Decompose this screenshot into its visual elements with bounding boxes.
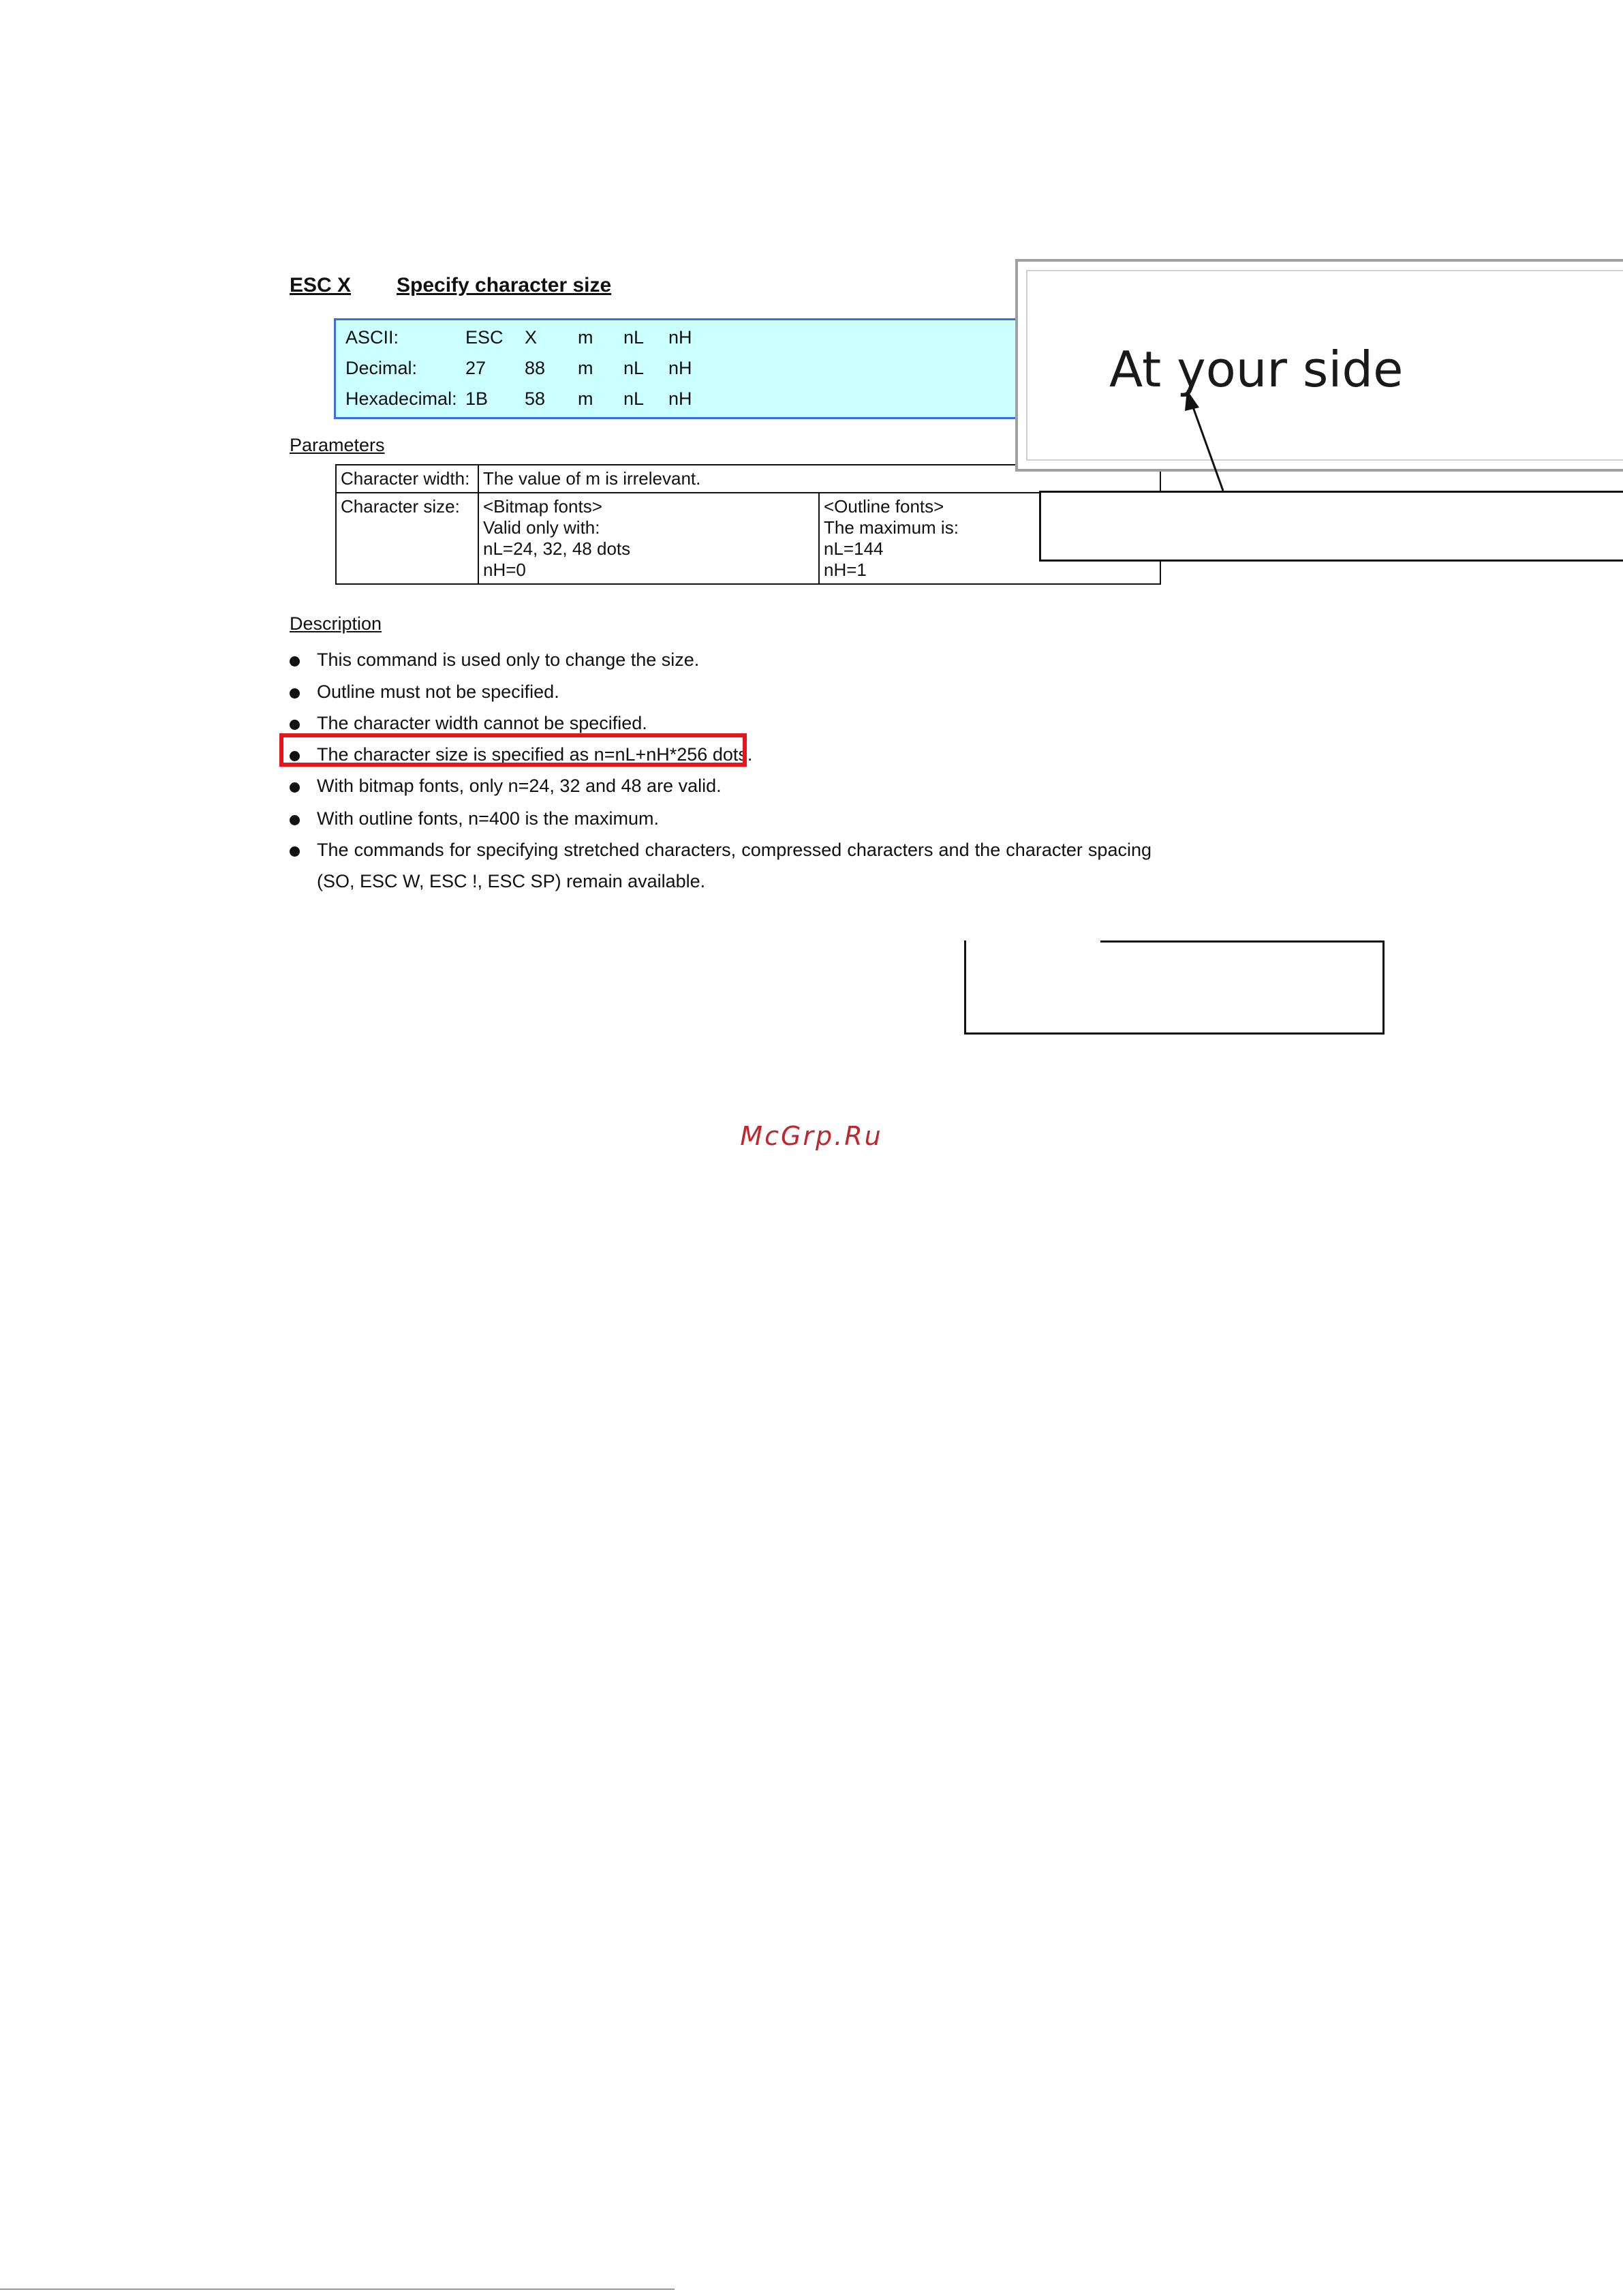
code-value: nH: [668, 358, 692, 378]
list-item-continuation: (SO, ESC W, ESC !, ESC SP) remain available.: [317, 871, 706, 891]
code-value: nL: [623, 358, 645, 378]
highlight-box: [279, 733, 747, 767]
parameters-table: [335, 464, 1161, 585]
param-line: nH=0: [483, 560, 526, 580]
description-heading: Description: [290, 613, 382, 634]
param-label: Character width:: [336, 465, 478, 493]
empty-frame-top-edge: [1100, 940, 1385, 943]
list-item-text: The character width cannot be specified.: [317, 713, 647, 733]
code-value: 58: [525, 388, 546, 409]
bullet-icon: [290, 656, 300, 667]
command-name: ESC X: [290, 274, 352, 296]
param-value: The value of m is irrelevant.: [478, 465, 1160, 493]
bullet-icon: [290, 846, 300, 857]
param-bitmap-cell: [478, 493, 819, 584]
watermark: McGrp.Ru: [740, 1121, 883, 1151]
code-value: nH: [668, 388, 692, 409]
code-value: m: [578, 388, 593, 409]
param-line: The maximum is:: [824, 517, 959, 538]
param-line: Valid only with:: [483, 517, 600, 538]
bullet-icon: [290, 782, 300, 793]
list-item-text: Outline must not be specified.: [317, 682, 559, 702]
list-item-text: The commands for specifying stretched characters, compressed characters and the character spacing: [317, 840, 1151, 860]
code-label: Hexadecimal:: [345, 388, 457, 409]
code-label: ASCII:: [345, 327, 399, 348]
code-value: nL: [623, 327, 645, 348]
code-value: 88: [525, 358, 546, 378]
empty-frame: [964, 940, 1385, 1035]
param-line: nL=24, 32, 48 dots: [483, 538, 631, 559]
list-item-text: With bitmap fonts, only n=24, 32 and 48 are valid.: [317, 776, 722, 796]
code-value: X: [525, 327, 538, 348]
param-line: <Bitmap fonts>: [483, 496, 602, 517]
bullet-icon: [290, 815, 300, 825]
code-value: nH: [668, 327, 692, 348]
list-item-text: The character size is specified as n=nL+nH*256 dots.: [317, 744, 753, 765]
param-line: nL=144: [824, 538, 884, 559]
overlay-sample-text: At your side: [1109, 341, 1404, 398]
param-line: <Outline fonts>: [824, 496, 944, 517]
code-value: 27: [465, 358, 486, 378]
param-label: Character size:: [336, 493, 478, 584]
code-value: m: [578, 327, 593, 348]
command-title: Specify character size: [397, 274, 612, 296]
list-item-text: This command is used only to change the size.: [317, 649, 700, 670]
callout-arrow-icon: [1179, 388, 1247, 498]
code-value: m: [578, 358, 593, 378]
bottom-rule: [0, 2289, 675, 2290]
code-value: 1B: [465, 388, 489, 409]
code-value: nL: [623, 388, 645, 409]
param-line: nH=1: [824, 560, 867, 580]
code-label: Decimal:: [345, 358, 418, 378]
bullet-icon: [290, 720, 300, 730]
table-row: [336, 493, 1160, 584]
bullet-icon: [290, 688, 300, 699]
code-value: ESC: [465, 327, 504, 348]
callout-box: [1039, 491, 1623, 562]
list-item-text: With outline fonts, n=400 is the maximum.: [317, 808, 659, 829]
parameters-heading: Parameters: [290, 435, 385, 455]
